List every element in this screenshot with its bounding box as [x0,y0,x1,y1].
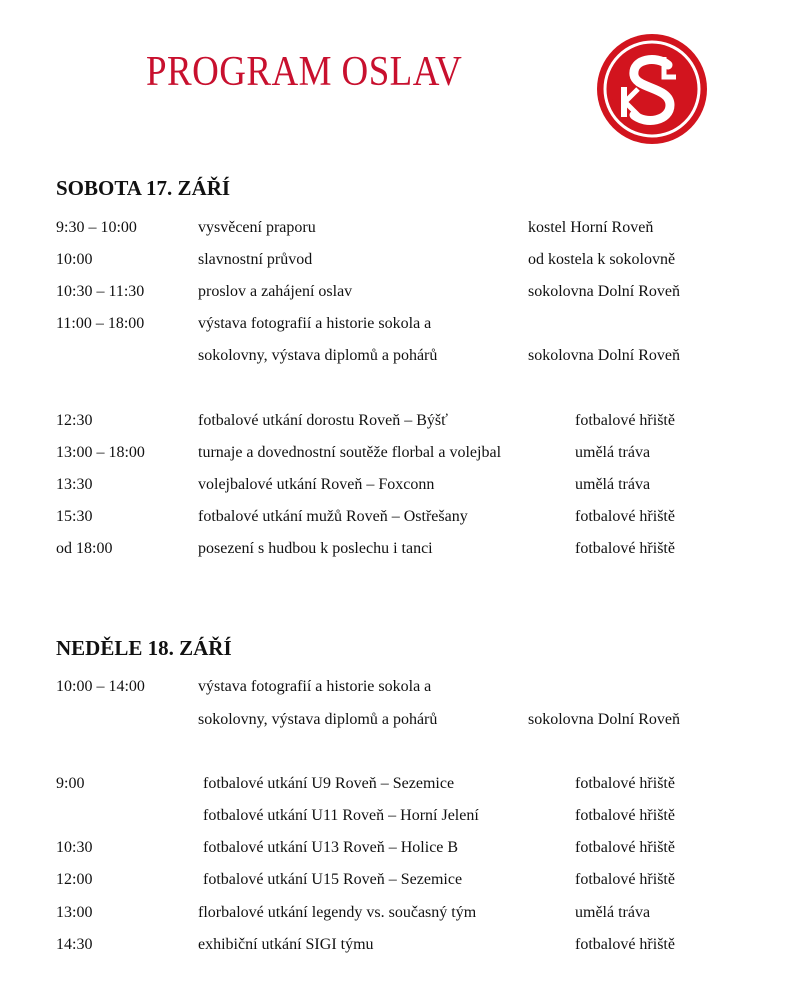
schedule-row [0,936,792,960]
row-activity: florbalové utkání legendy vs. současný tým [198,904,477,921]
row-time: 10:00 – 14:00 [56,678,145,695]
schedule-row [0,871,792,895]
row-place: fotbalové hřiště [575,412,675,429]
row-time: od 18:00 [56,540,113,557]
row-time: 13:30 [56,476,93,493]
row-activity: vysvěcení praporu [198,219,316,236]
row-activity: turnaje a dovednostní soutěže florbal a volejbal [198,444,502,461]
row-activity: výstava fotografií a historie sokola a [198,678,432,695]
schedule-row [0,508,792,532]
schedule-row [0,315,792,339]
row-place: umělá tráva [575,476,651,493]
row-time: 12:00 [56,871,93,888]
row-place: fotbalové hřiště [575,936,675,953]
row-place: fotbalové hřiště [575,775,675,792]
row-activity: slavnostní průvod [198,251,313,268]
row-activity: proslov a zahájení oslav [198,283,353,300]
row-time: 10:30 [56,839,93,856]
row-activity: exhibiční utkání SIGI týmu [198,936,374,953]
row-place: sokolovna Dolní Roveň [528,711,680,728]
schedule-row [0,251,792,275]
row-time: 14:30 [56,936,93,953]
schedule-row [0,540,792,564]
schedule-row [0,807,792,831]
row-activity: fotbalové utkání U13 Roveň – Holice B [203,839,459,856]
row-activity: posezení s hudbou k poslechu i tanci [198,540,433,557]
row-time: 15:30 [56,508,93,525]
schedule-row [0,678,792,702]
row-activity: fotbalové utkání dorostu Roveň – Býšť [198,412,448,429]
row-place: fotbalové hřiště [575,508,675,525]
schedule-row [0,347,792,371]
row-time: 13:00 – 18:00 [56,444,145,461]
row-time: 11:00 – 18:00 [56,315,145,332]
sokol-logo-icon [596,33,708,145]
row-activity: sokolovny, výstava diplomů a pohárů [198,347,438,364]
row-activity: fotbalové utkání mužů Roveň – Ostřešany [198,508,468,525]
row-time: 13:00 [56,904,93,921]
page-title: PROGRAM OSLAV [146,49,463,95]
row-activity: fotbalové utkání U15 Roveň – Sezemice [203,871,463,888]
schedule-row [0,476,792,500]
schedule-row [0,219,792,243]
row-place: sokolovna Dolní Roveň [528,347,680,364]
row-time: 12:30 [56,412,93,429]
row-activity: fotbalové utkání U9 Roveň – Sezemice [203,775,455,792]
schedule-row [0,904,792,928]
schedule-row [0,775,792,799]
row-time: 10:00 [56,251,93,268]
schedule-row [0,711,792,735]
row-place: od kostela k sokolovně [528,251,676,268]
row-place: umělá tráva [575,904,651,921]
row-time: 9:00 [56,775,85,792]
row-place: sokolovna Dolní Roveň [528,283,680,300]
row-activity: volejbalové utkání Roveň – Foxconn [198,476,435,493]
row-time: 9:30 – 10:00 [56,219,137,236]
schedule-row [0,412,792,436]
row-place: fotbalové hřiště [575,540,675,557]
row-time: 10:30 – 11:30 [56,283,145,300]
schedule-row [0,839,792,863]
row-activity: sokolovny, výstava diplomů a pohárů [198,711,438,728]
row-activity: fotbalové utkání U11 Roveň – Horní Jelení [203,807,479,824]
schedule-row [0,283,792,307]
schedule-row [0,444,792,468]
row-place: kostel Horní Roveň [528,219,654,236]
row-place: umělá tráva [575,444,651,461]
sunday-heading: NEDĚLE 18. ZÁŘÍ [56,636,232,660]
row-place: fotbalové hřiště [575,807,675,824]
row-place: fotbalové hřiště [575,839,675,856]
row-activity: výstava fotografií a historie sokola a [198,315,432,332]
saturday-heading: SOBOTA 17. ZÁŘÍ [56,176,231,200]
row-place: fotbalové hřiště [575,871,675,888]
